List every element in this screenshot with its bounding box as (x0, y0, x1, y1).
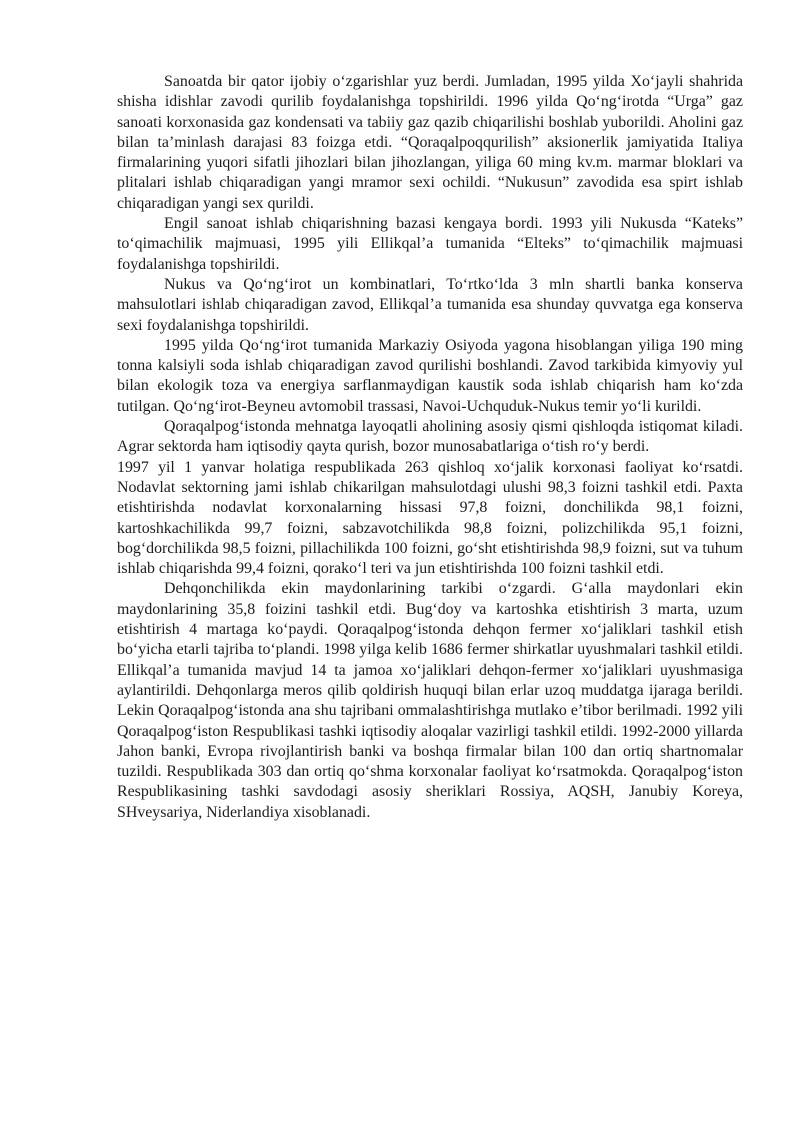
document-page (117, 72, 743, 823)
paragraph-farming-and-foreign-relations: Dehqonchilikda ekin maydonlarining tarkibi o‘zgardi. G‘alla maydonlari ekin maydonlarining 35,8 foizini tashkil etdi. Bug‘doy va kartoshka etishtirish 3 marta, uzum etishtirish 4 martaga ko‘paydi. Qoraqalpog‘istonda dehqon fermer xo‘jaliklari tashkil etish bo‘yicha etarli tajriba to‘plandi. 1998 yilga kelib 1686 fermer shirkatlar uyushmalari tashkil etildi. Ellikqal’a tumanida mavjud 14 ta jamoa xo‘jaliklari dehqon-fermer xo‘jaliklari uyushmasiga aylantirildi. Dehqonlarga meros qilib qoldirish huquqi bilan erlar uzoq muddatga ijaraga berildi. Lekin Qoraqalpog‘istonda ana shu tajribani ommalashtirishga mutlako e’tibor berilmadi. 1992 yili Qoraqalpog‘iston Respublikasi tashki iqtisodiy aloqalar vazirligi tashkil etildi. 1992-2000 yillarda Jahon banki, Evropa rivojlantirish banki va boshqa firmalar bilan 100 dan ortiq shartnomalar tuzildi. Respublikada 303 dan ortiq qo‘shma korxonalar faoliyat ko‘rsatmokda. Qoraqalpog‘iston Respublikasining tashki savdodagi asosiy sheriklari Rossiya, AQSH, Janubiy Koreya, SHveysariya, Niderlandiya xisoblanadi. (117, 580, 743, 821)
paragraph-light-industry: Engil sanoat ishlab chiqarishning bazasi kengaya bordi. 1993 yili Nukusda “Kateks” to‘qimachilik majmuasi, 1995 yili Ellikqal’a tumanida “Elteks” to‘qimachilik majmuasi foydalanishga topshirildi. (117, 215, 743, 273)
paragraph-food-industry: Nukus va Qo‘ng‘irot un kombinatlari, To‘rtko‘lda 3 mln shartli banka konserva mahsulotlari ishlab chiqaradigan zavod, Ellikqal’a tumanida esa shunday quvvatga ega konserva sexi foydalanishga topshirildi. (117, 275, 743, 334)
paragraph-soda-plant: 1995 yilda Qo‘ng‘irot tumanida Markaziy Osiyoda yagona hisoblangan yiliga 190 ming tonna kalsiyli soda ishlab chiqaradigan zavod qurilishi boshlandi. Zavod tarkibida kimyoviy yul bilan ekologik toza va energiya sarflanmaydigan kaustik soda ishlab chiqarish ham ko‘zda tutilgan. Qo‘ng‘irot-Beyneu avtomobil trassasi, Navoi-Uchquduk-Nukus temir yo‘li kurildi. (117, 336, 743, 415)
paragraph-1997-statistics: 1997 yil 1 yanvar holatiga respublikada 263 qishloq xo‘jalik korxonasi faoliyat ko‘rsatdi. Nodavlat sektorning jami ishlab chikarilgan mahsulotdagi ulushi 98,3 foizni tashkil etdi. Paxta etishtirishda nodavlat korxonalarning hissasi 97,8 foizni, donchilikda 98,1 foizni, kartoshkachilikda 99,7 foizni, sabzavotchilikda 98,8 foizni, polizchilikda 95,1 foizni, bog‘dorchilikda 98,5 foizni, pillachilikda 100 foizni, go‘sht etishtirishda 98,9 foizni, sut va tuhum ishlab chiqarishda 99,4 foizni, qorako‘l teri va jun etishtirishda 100 foizni tashkil etdi. (117, 458, 743, 578)
paragraph-industry: Sanoatda bir qator ijobiy o‘zgarishlar yuz berdi. Jumladan, 1995 yilda Xo‘jayli shahrida shisha idishlar zavodi qurilib foydalanishga topshirildi. 1996 yilda Qo‘ng‘irotda “Urga” gaz sanoati korxonasida gaz kondensati va tabiiy gaz qazib chiqarilishi boshlab yuborildi. Aholini gaz bilan ta’minlash darajasi 83 foizga etdi. “Qoraqalpoqqurilish” aksionerlik jamiyatida Italiya firmalarining yuqori sifatli jihozlari bilan jihozlangan, yiliga 60 ming kv.m. marmar bloklari va plitalari ishlab chiqaradigan yangi mramor sexi ochildi. “Nukusun” zavodida esa spirt ishlab chiqaradigan yangi sex qurildi. (117, 73, 743, 212)
paragraph-agriculture: Qoraqalpog‘istonda mehnatga layoqatli aholining asosiy qismi qishloqda istiqomat kiladi. Agrar sektorda ham iqtisodiy qayta qurish, bozor munosabatlariga o‘tish ro‘y berdi. (117, 418, 743, 456)
